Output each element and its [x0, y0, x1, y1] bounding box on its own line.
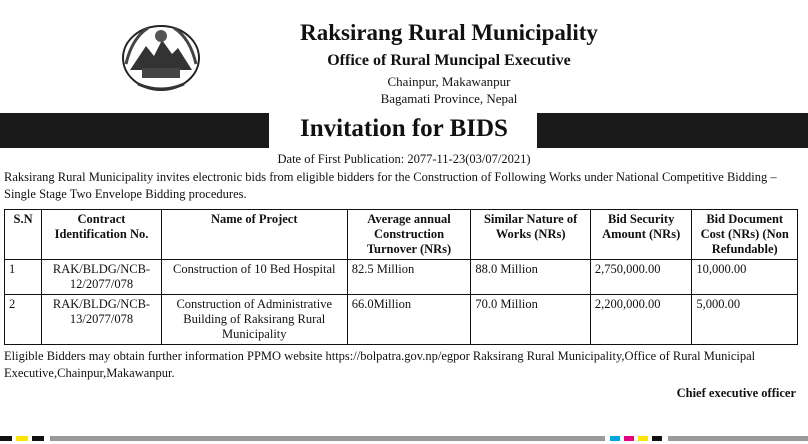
footer-paragraph: Eligible Bidders may obtain further information PPMO website https://bolpatra.gov.np/egpor Raksirang Rural Municipality,Office of Rural Municipal Executive,Chainpur,Makawanpur. — [4, 349, 756, 380]
color-swatch — [16, 436, 28, 441]
color-swatch — [624, 436, 634, 441]
color-swatch — [0, 436, 12, 441]
cell-bid-security: 2,750,000.00 — [590, 260, 692, 295]
cell-bid-doc-cost: 10,000.00 — [692, 260, 798, 295]
col-header-project: Name of Project — [161, 210, 347, 260]
color-swatch — [638, 436, 648, 441]
address-line-1: Chainpur, Makawanpur — [387, 74, 511, 89]
col-header-turnover: Average annual Construction Turnover (NRs) — [347, 210, 471, 260]
intro-paragraph: Raksirang Rural Municipality invites electronic bids from eligible bidders for the Construction of Following Works under National Competitive Bidding – Single Stage Two Envelope Bidding procedures. — [4, 170, 777, 201]
cell-bid-security: 2,200,000.00 — [590, 295, 692, 345]
cell-contract-id: RAK/BLDG/NCB-13/2077/078 — [42, 295, 162, 345]
col-header-sn: S.N — [5, 210, 42, 260]
color-swatch — [668, 436, 808, 441]
bids-table — [4, 209, 798, 345]
cell-sn: 1 — [5, 260, 42, 295]
col-header-similar-works: Similar Nature of Works (NRs) — [471, 210, 591, 260]
cell-similar-works: 70.0 Million — [471, 295, 591, 345]
cell-turnover: 82.5 Million — [347, 260, 471, 295]
print-color-bar — [0, 436, 808, 441]
publication-date: Date of First Publication: 2077-11-23(03/07/2021) — [277, 152, 531, 166]
color-swatch — [32, 436, 44, 441]
office-name: Office of Rural Muncipal Executive — [327, 52, 571, 69]
cell-contract-id: RAK/BLDG/NCB-12/2077/078 — [42, 260, 162, 295]
table-header-row — [5, 210, 798, 260]
signature: Chief executive officer — [676, 386, 796, 400]
table-row — [5, 295, 798, 345]
notice-header — [0, 0, 808, 112]
color-swatch — [610, 436, 620, 441]
cell-project: Construction of 10 Bed Hospital — [161, 260, 347, 295]
org-title: Raksirang Rural Municipality — [300, 20, 598, 45]
cell-sn: 2 — [5, 295, 42, 345]
address-line-2: Bagamati Province, Nepal — [380, 91, 518, 106]
cell-similar-works: 88.0 Million — [471, 260, 591, 295]
col-header-contract-id: Contract Identification No. — [42, 210, 162, 260]
color-swatch — [50, 436, 605, 441]
cell-project: Construction of Administrative Building of Raksirang Rural Municipality — [161, 295, 347, 345]
cell-bid-doc-cost: 5,000.00 — [692, 295, 798, 345]
page-title: Invitation for BIDS — [300, 115, 508, 142]
col-header-bid-doc-cost: Bid Document Cost (NRs) (Non Refundable) — [692, 210, 798, 260]
col-header-bid-security: Bid Security Amount (NRs) — [590, 210, 692, 260]
table-row — [5, 260, 798, 295]
cell-turnover: 66.0Million — [347, 295, 471, 345]
color-swatch — [652, 436, 662, 441]
